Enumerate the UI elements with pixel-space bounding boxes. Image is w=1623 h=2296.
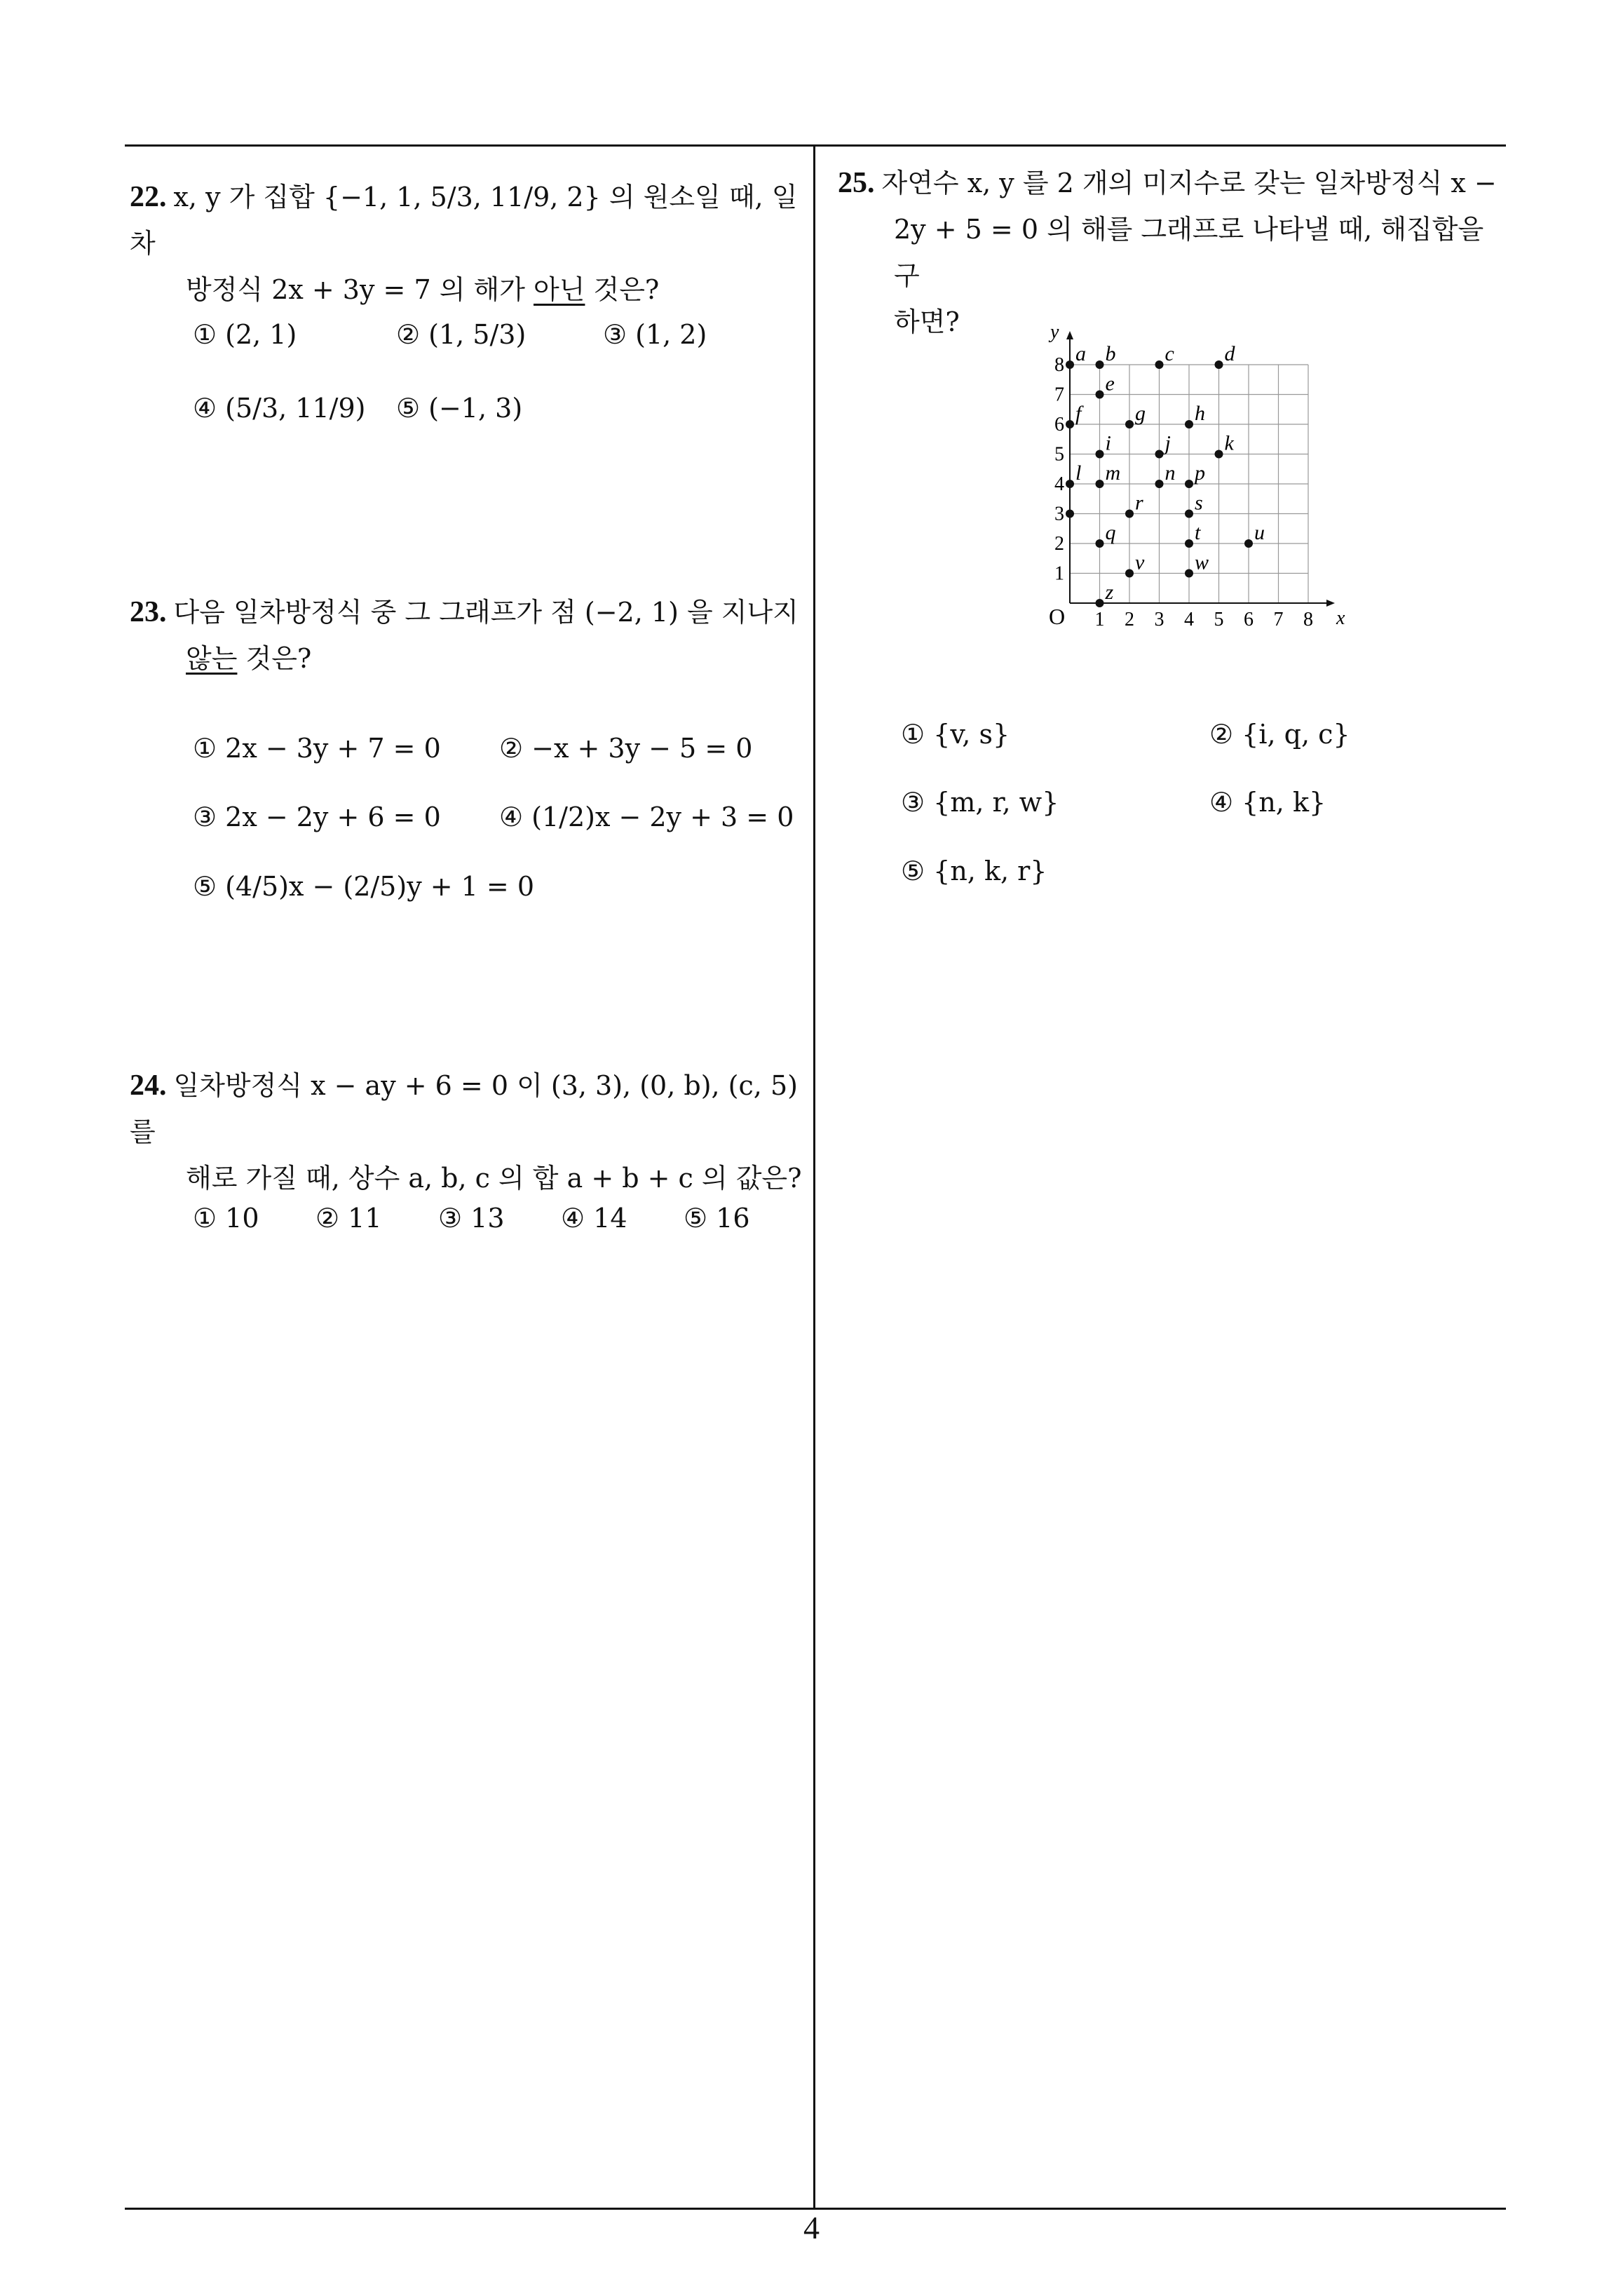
column-divider	[813, 144, 815, 2209]
point-label-p: p	[1195, 461, 1205, 485]
solution-grid-chart	[1045, 316, 1374, 638]
q25-text-line2: 2y + 5 = 0 의 해를 그래프로 나타낼 때, 해집합을 구	[894, 214, 1484, 291]
q22-line1	[130, 174, 803, 266]
data-point-e	[1096, 391, 1104, 399]
x-tick-label: 1	[1094, 609, 1105, 630]
q23-choice-5[interactable]: ⑤ (4/5)x − (2/5)y + 1 = 0	[193, 871, 535, 902]
data-point-p	[1185, 480, 1193, 488]
q23-line1	[130, 589, 803, 635]
y-tick-label: 2	[1054, 533, 1064, 555]
q24-text-line2: 해로 가질 때, 상수 a, b, c 의 합 a + b + c 의 값은?	[186, 1163, 802, 1194]
x-tick-label: 4	[1184, 609, 1194, 630]
q23-number: 23.	[130, 596, 167, 628]
point-label-j: j	[1164, 431, 1171, 455]
data-point-b	[1096, 360, 1104, 369]
point-label-k: k	[1224, 431, 1234, 455]
data-point-n	[1155, 480, 1164, 488]
data-point-k	[1215, 450, 1223, 459]
point-label-l: l	[1075, 461, 1082, 485]
q22-number: 22.	[130, 181, 167, 213]
y-axis-arrow	[1066, 331, 1073, 339]
q22-text-line1: x, y 가 집합 {−1, 1, 5/3, 11/9, 2} 의 원소일 때, 일차	[130, 182, 798, 259]
q23-line2	[130, 635, 803, 682]
data-point-c	[1155, 360, 1164, 369]
data-point	[1066, 510, 1074, 518]
data-point-i	[1096, 450, 1104, 459]
point-label-c: c	[1164, 342, 1174, 365]
question-24	[130, 1062, 803, 1201]
data-point-s	[1185, 510, 1193, 518]
q25-choice-2[interactable]: ② {i, q, c}	[1209, 719, 1350, 750]
q24-choice-2[interactable]: ② 11	[315, 1203, 382, 1234]
q25-choice-1[interactable]: ① {v, s}	[901, 719, 1010, 750]
top-rule	[125, 144, 1506, 147]
point-label-q: q	[1105, 521, 1116, 544]
q24-number: 24.	[130, 1069, 167, 1102]
data-point-m	[1096, 480, 1104, 488]
q25-text-line1: 자연수 x, y 를 2 개의 미지수로 갖는 일차방정식 x −	[881, 168, 1497, 198]
q25-number: 25.	[838, 167, 875, 199]
point-label-w: w	[1195, 551, 1209, 574]
point-label-z: z	[1105, 581, 1114, 604]
data-point-q	[1096, 539, 1104, 548]
y-tick-label: 8	[1054, 354, 1064, 376]
data-point-w	[1185, 569, 1193, 578]
x-tick-label: 6	[1244, 609, 1254, 630]
data-point-l	[1066, 480, 1074, 488]
q23-choice-4[interactable]: ④ (1/2)x − 2y + 3 = 0	[499, 802, 794, 832]
q25-text-line3: 하면?	[894, 306, 960, 337]
q23-underlined-word: 않는	[186, 643, 238, 674]
point-label-t: t	[1195, 521, 1201, 544]
data-point-z	[1096, 599, 1104, 607]
point-label-n: n	[1164, 461, 1176, 485]
x-tick-label: 7	[1273, 609, 1284, 630]
q24-text-line1: 일차방정식 x − ay + 6 = 0 이 (3, 3), (0, b), (c, 5)를	[130, 1070, 798, 1147]
q25-choice-3[interactable]: ③ {m, r, w}	[901, 787, 1059, 818]
q23-text-line2b: 것은?	[237, 643, 312, 674]
data-point-a	[1066, 360, 1074, 369]
point-label-u: u	[1254, 521, 1265, 544]
origin-label: O	[1049, 604, 1066, 629]
q22-choice-2[interactable]: ② (1, 5/3)	[396, 319, 527, 350]
q24-choice-4[interactable]: ④ 14	[561, 1203, 627, 1234]
point-label-b: b	[1105, 342, 1116, 365]
q23-choice-1[interactable]: ① 2x − 3y + 7 = 0	[193, 733, 441, 764]
q24-choice-5[interactable]: ⑤ 16	[684, 1203, 750, 1234]
page-number: 4	[803, 2210, 820, 2246]
data-point-j	[1155, 450, 1164, 459]
data-point-d	[1215, 360, 1223, 369]
q22-text-line2b: 것은?	[585, 274, 660, 305]
x-tick-label: 5	[1214, 609, 1224, 630]
data-point-f	[1066, 420, 1074, 428]
q22-choice-5[interactable]: ⑤ (−1, 3)	[396, 393, 523, 424]
q25-choice-5[interactable]: ⑤ {n, k, r}	[901, 856, 1047, 886]
y-tick-label: 5	[1054, 443, 1064, 466]
data-point-u	[1244, 539, 1253, 548]
point-label-i: i	[1105, 431, 1111, 455]
q25-choice-4[interactable]: ④ {n, k}	[1209, 787, 1326, 818]
q22-text-line2a: 방정식 2x + 3y = 7 의 해가	[186, 274, 534, 305]
point-label-m: m	[1105, 461, 1121, 485]
data-point-t	[1185, 539, 1193, 548]
point-label-r: r	[1135, 491, 1143, 515]
q24-line1	[130, 1062, 803, 1155]
q23-choice-3[interactable]: ③ 2x − 2y + 6 = 0	[193, 802, 441, 832]
y-tick-label: 7	[1054, 384, 1064, 406]
q23-text-line1: 다음 일차방정식 중 그 그래프가 점 (−2, 1) 을 지나지	[173, 597, 799, 628]
point-label-e: e	[1105, 372, 1115, 396]
point-label-d: d	[1224, 342, 1235, 365]
q22-choice-1[interactable]: ① (2, 1)	[193, 319, 297, 350]
x-axis-label: x	[1336, 607, 1345, 629]
data-point-g	[1125, 420, 1134, 428]
y-tick-label: 4	[1054, 473, 1064, 495]
y-tick-label: 3	[1054, 503, 1064, 525]
q25-line1	[838, 160, 1511, 206]
x-tick-label: 8	[1303, 609, 1313, 630]
point-label-v: v	[1135, 551, 1145, 574]
q24-choice-1[interactable]: ① 10	[193, 1203, 259, 1234]
q22-choice-4[interactable]: ④ (5/3, 11/9)	[193, 393, 366, 424]
data-point-h	[1185, 420, 1193, 428]
point-label-g: g	[1135, 402, 1146, 425]
question-22	[130, 174, 803, 313]
y-tick-label: 6	[1054, 414, 1064, 435]
x-tick-label: 3	[1154, 609, 1164, 630]
question-23	[130, 589, 803, 682]
q24-choice-3[interactable]: ③ 13	[438, 1203, 505, 1234]
q22-line2	[130, 266, 803, 313]
y-axis-label: y	[1050, 321, 1059, 343]
point-label-f: f	[1075, 402, 1082, 425]
data-point-v	[1125, 569, 1134, 578]
y-tick-label: 1	[1054, 562, 1064, 585]
q22-underlined-word: 아닌	[534, 274, 585, 305]
x-axis-arrow	[1326, 600, 1335, 607]
point-label-h: h	[1195, 402, 1205, 425]
q22-choice-3[interactable]: ③ (1, 2)	[603, 319, 707, 350]
x-tick-label: 2	[1125, 609, 1134, 630]
point-label-a: a	[1075, 342, 1086, 365]
point-label-s: s	[1195, 491, 1203, 515]
data-point-r	[1125, 510, 1134, 518]
q23-choice-2[interactable]: ② −x + 3y − 5 = 0	[499, 733, 753, 764]
